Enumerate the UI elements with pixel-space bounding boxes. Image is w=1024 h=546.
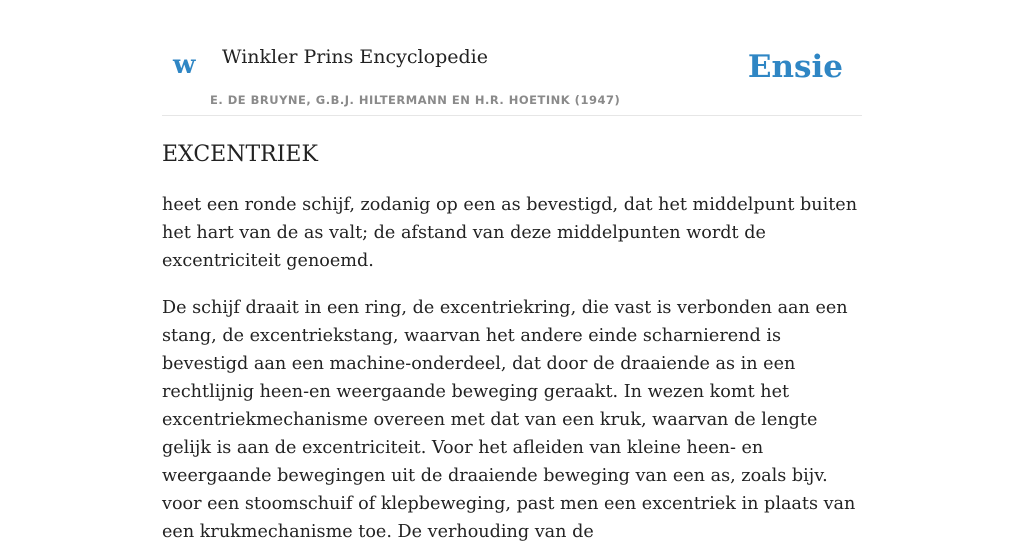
publication-logo-icon[interactable]: w: [173, 50, 196, 80]
entry-title: EXCENTRIEK: [162, 142, 318, 167]
brand-logo[interactable]: Ensie: [747, 49, 843, 85]
publication-authors: E. DE BRUYNE, G.B.J. HILTERMANN EN H.R. HOETINK (1947): [210, 93, 621, 107]
publication-title[interactable]: Winkler Prins Encyclopedie: [222, 46, 488, 68]
article-page: [162, 0, 862, 543]
entry-paragraph: De schijf draait in een ring, de excentriekring, die vast is verbonden aan een stang, de excentriekstang, waarvan het andere einde scharnierend is bevestigd aan een machine-onderdeel, dat door de draaiende as in een rechtlijnig heen-en weergaande beweging geraakt. In wezen komt het excentriekmechanisme overeen met dat van een kruk, waarvan de lengte gelijk is aan de excentriciteit. Voor het afleiden van kleine heen- en weergaande bewegingen uit de draaiende beweging van een as, zoals bijv. voor een stoomschuif of klepbeweging, past men een excentriek in plaats van een krukmechanisme toe. De verhouding van de: [162, 298, 856, 543]
entry-body: [162, 191, 862, 546]
publication-header: [162, 0, 862, 116]
entry-paragraph: heet een ronde schijf, zodanig op een as bevestigd, dat het middelpunt buiten het hart van de as valt; de afstand van deze middelpunten wordt de excentriciteit genoemd.: [162, 195, 858, 272]
